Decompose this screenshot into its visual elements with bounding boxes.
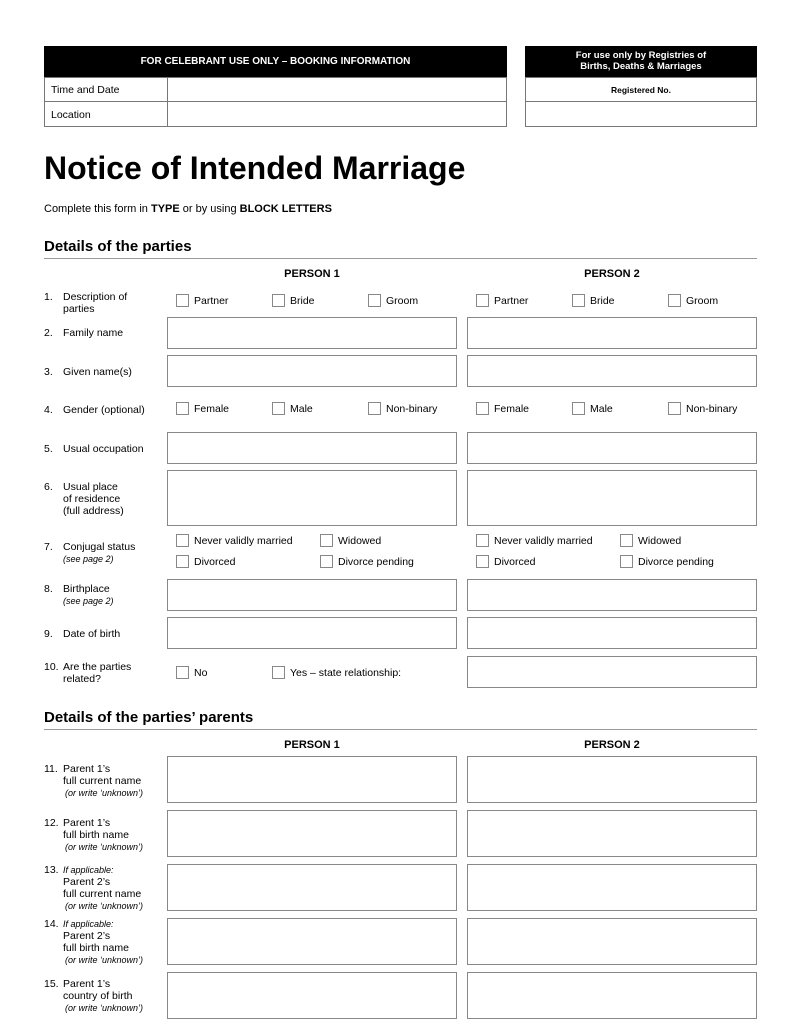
field-6-line1: Usual place xyxy=(63,481,118,493)
instruction-block: BLOCK LETTERS xyxy=(239,203,332,215)
p2-occupation-input[interactable] xyxy=(467,432,757,464)
parents-person2-heading: PERSON 2 xyxy=(584,739,640,751)
instruction-type: TYPE xyxy=(150,203,180,215)
field-15-num: 15. xyxy=(44,978,59,990)
field-13-num: 13. xyxy=(44,864,59,876)
p1-parent1-country-input[interactable] xyxy=(167,972,457,1019)
p1-parent2-birth-name-input[interactable] xyxy=(167,918,457,965)
p2-widowed-label: Widowed xyxy=(638,535,682,547)
field-13-pre: If applicable: xyxy=(63,865,114,875)
field-7-note: (see page 2) xyxy=(63,554,114,564)
p2-parent1-country-input[interactable] xyxy=(467,972,757,1019)
field-3-label xyxy=(44,366,132,378)
registry-header-line1: For use only by Registries of xyxy=(575,50,707,61)
p1-residence-input[interactable] xyxy=(167,470,457,526)
field-6-label xyxy=(44,481,124,517)
p1-birthplace-input[interactable] xyxy=(167,579,457,611)
p1-partner-label: Partner xyxy=(194,295,229,307)
instruction-text xyxy=(44,203,332,215)
time-date-label: Time and Date xyxy=(51,84,120,96)
p2-partner-checkbox[interactable] xyxy=(476,294,489,307)
instruction-pre: Complete this form in xyxy=(44,203,151,215)
field-1-num: 1. xyxy=(44,291,53,303)
section-parents-heading: Details of the parties’ parents xyxy=(44,709,254,726)
field-6-line3: (full address) xyxy=(63,505,124,517)
registered-no-label-cell xyxy=(525,77,757,102)
field-4-num: 4. xyxy=(44,404,53,416)
field-2-label xyxy=(44,327,123,339)
person2-column-heading: PERSON 2 xyxy=(584,268,640,280)
field-8-note: (see page 2) xyxy=(63,596,114,606)
field-13-line2: full current name xyxy=(63,888,142,900)
p1-divorce-pending-label: Divorce pending xyxy=(338,556,414,568)
field-11-line2: full current name xyxy=(63,775,142,787)
p2-parent2-current-name-input[interactable] xyxy=(467,864,757,911)
field-14-line1: Parent 2’s xyxy=(63,930,111,942)
field-15-label xyxy=(44,978,143,1014)
field-1-label xyxy=(44,291,127,315)
field-1-line1: Description of xyxy=(63,291,128,303)
field-10-line1: Are the parties xyxy=(63,661,132,673)
field-11-num: 11. xyxy=(44,763,58,775)
field-7-line1: Conjugal status xyxy=(63,541,136,553)
p1-bride-checkbox[interactable] xyxy=(272,294,285,307)
field-13-line1: Parent 2’s xyxy=(63,876,111,888)
p1-dob-input[interactable] xyxy=(167,617,457,649)
p1-given-names-input[interactable] xyxy=(167,355,457,387)
field-7-num: 7. xyxy=(44,541,53,553)
booking-header: FOR CELEBRANT USE ONLY – BOOKING INFORMATION xyxy=(44,46,507,77)
related-yes-label: Yes – state relationship: xyxy=(290,667,402,679)
p1-widowed-label: Widowed xyxy=(338,535,382,547)
p2-male-label: Male xyxy=(590,403,613,415)
p2-groom-label: Groom xyxy=(686,295,719,307)
field-11-line1: Parent 1’s xyxy=(63,763,111,775)
p1-nonbinary-label: Non-binary xyxy=(386,403,438,415)
time-date-input[interactable] xyxy=(168,78,506,101)
field-14-num: 14. xyxy=(44,918,59,930)
p1-never-married-label: Never validly married xyxy=(194,535,293,547)
field-10-num: 10. xyxy=(44,661,59,673)
field-8-num: 8. xyxy=(44,583,53,595)
field-14-label xyxy=(44,918,143,966)
p2-never-married-checkbox[interactable] xyxy=(476,534,489,547)
p1-nonbinary-checkbox[interactable] xyxy=(368,402,381,415)
p1-male-label: Male xyxy=(290,403,313,415)
field-5-line1: Usual occupation xyxy=(63,443,144,455)
registered-no-input[interactable] xyxy=(525,102,757,127)
p2-bride-checkbox[interactable] xyxy=(572,294,585,307)
p2-male-checkbox[interactable] xyxy=(572,402,585,415)
field-14-pre: If applicable: xyxy=(63,919,114,929)
field-11-note: (or write ‘unknown’) xyxy=(65,788,144,798)
p2-divorced-label: Divorced xyxy=(494,556,536,568)
registry-header xyxy=(525,46,757,77)
p1-partner-checkbox[interactable] xyxy=(176,294,189,307)
p2-bride-label: Bride xyxy=(590,295,615,307)
related-no-checkbox[interactable] xyxy=(176,666,189,679)
parents-person1-heading: PERSON 1 xyxy=(284,739,340,751)
p2-parent1-birth-name-input[interactable] xyxy=(467,810,757,857)
field-5-label xyxy=(44,443,144,455)
relationship-input[interactable] xyxy=(467,656,757,688)
p1-parent1-current-name-input[interactable] xyxy=(167,756,457,803)
p1-parent1-birth-name-input[interactable] xyxy=(167,810,457,857)
p2-dob-input[interactable] xyxy=(467,617,757,649)
field-13-note: (or write ‘unknown’) xyxy=(65,901,144,911)
field-15-note: (or write ‘unknown’) xyxy=(65,1003,144,1013)
p2-female-checkbox[interactable] xyxy=(476,402,489,415)
p1-bride-label: Bride xyxy=(290,295,315,307)
registered-no-label: Registered No. xyxy=(611,85,671,95)
field-1-line2: parties xyxy=(63,303,95,315)
p2-parent2-birth-name-input[interactable] xyxy=(467,918,757,965)
registry-header-line2: Births, Deaths & Marriages xyxy=(580,61,702,72)
field-9-line1: Date of birth xyxy=(63,628,121,640)
field-2-num: 2. xyxy=(44,327,53,339)
page-title: Notice of Intended Marriage xyxy=(44,150,466,186)
p1-male-checkbox[interactable] xyxy=(272,402,285,415)
p1-divorced-checkbox[interactable] xyxy=(176,555,189,568)
p2-female-label: Female xyxy=(494,403,530,415)
field-14-note: (or write ‘unknown’) xyxy=(65,955,144,965)
p2-never-married-label: Never validly married xyxy=(494,535,593,547)
p2-divorced-checkbox[interactable] xyxy=(476,555,489,568)
field-4-line1: Gender (optional) xyxy=(63,404,145,416)
instruction-mid: or by using xyxy=(179,203,240,215)
related-no-label: No xyxy=(194,667,208,679)
field-8-label xyxy=(44,583,114,607)
field-15-line2: country of birth xyxy=(63,990,133,1002)
field-7-label xyxy=(44,541,135,565)
section-parties-heading: Details of the parties xyxy=(44,238,192,255)
field-5-num: 5. xyxy=(44,443,53,455)
field-2-line1: Family name xyxy=(63,327,124,339)
p1-groom-label: Groom xyxy=(386,295,419,307)
p2-birthplace-input[interactable] xyxy=(467,579,757,611)
field-12-note: (or write ‘unknown’) xyxy=(65,842,144,852)
field-8-line1: Birthplace xyxy=(63,583,110,595)
field-9-label xyxy=(44,628,120,640)
p2-residence-input[interactable] xyxy=(467,470,757,526)
field-10-label xyxy=(44,661,131,685)
field-15-line1: Parent 1’s xyxy=(63,978,111,990)
p2-family-name-input[interactable] xyxy=(467,317,757,349)
p1-widowed-checkbox[interactable] xyxy=(320,534,333,547)
location-label: Location xyxy=(51,109,91,121)
field-12-num: 12. xyxy=(44,817,59,829)
field-3-line1: Given name(s) xyxy=(63,366,132,378)
p2-partner-label: Partner xyxy=(494,295,529,307)
p1-occupation-input[interactable] xyxy=(167,432,457,464)
field-9-num: 9. xyxy=(44,628,53,640)
p2-groom-checkbox[interactable] xyxy=(668,294,681,307)
p2-divorce-pending-label: Divorce pending xyxy=(638,556,714,568)
location-input[interactable] xyxy=(168,103,506,126)
p1-divorce-pending-checkbox[interactable] xyxy=(320,555,333,568)
p1-never-married-checkbox[interactable] xyxy=(176,534,189,547)
field-11-label xyxy=(44,763,143,799)
field-12-line2: full birth name xyxy=(63,829,129,841)
field-13-label xyxy=(44,864,143,912)
field-12-line1: Parent 1’s xyxy=(63,817,111,829)
field-6-num: 6. xyxy=(44,481,53,493)
person1-column-heading: PERSON 1 xyxy=(284,268,340,280)
p1-divorced-label: Divorced xyxy=(194,556,236,568)
p1-family-name-input[interactable] xyxy=(167,317,457,349)
p1-female-label: Female xyxy=(194,403,230,415)
field-6-line2: of residence xyxy=(63,493,121,505)
field-14-line2: full birth name xyxy=(63,942,129,954)
field-12-label xyxy=(44,817,143,853)
p1-female-checkbox[interactable] xyxy=(176,402,189,415)
p2-divorce-pending-checkbox[interactable] xyxy=(620,555,633,568)
p2-nonbinary-checkbox[interactable] xyxy=(668,402,681,415)
field-3-num: 3. xyxy=(44,366,53,378)
p2-widowed-checkbox[interactable] xyxy=(620,534,633,547)
p1-parent2-current-name-input[interactable] xyxy=(167,864,457,911)
p1-groom-checkbox[interactable] xyxy=(368,294,381,307)
p2-nonbinary-label: Non-binary xyxy=(686,403,738,415)
section-parents-rule xyxy=(44,729,757,730)
field-4-label xyxy=(44,404,145,416)
section-parties-rule xyxy=(44,258,757,259)
p2-given-names-input[interactable] xyxy=(467,355,757,387)
p2-parent1-current-name-input[interactable] xyxy=(467,756,757,803)
field-10-line2: related? xyxy=(63,673,101,685)
related-yes-checkbox[interactable] xyxy=(272,666,285,679)
